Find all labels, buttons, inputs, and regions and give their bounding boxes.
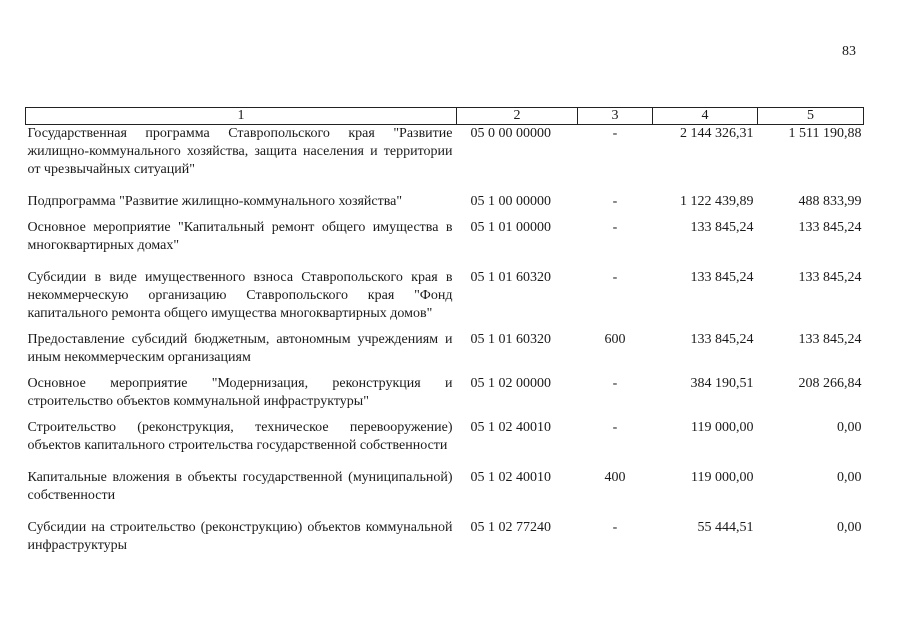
table-row — [26, 519, 864, 559]
table-row — [26, 269, 864, 331]
row-vr: 400 — [604, 470, 626, 485]
row-name: Государственная программа Ставропольского края "Развитие жилищно-коммунального хозяйства, защита населения и территории от чрезвычайных ситуаций" — [27, 126, 453, 177]
row-amount-2: 208 266,84 — [798, 376, 862, 391]
row-vr: - — [612, 194, 618, 209]
row-name: Субсидии в виде имущественного взноса Ставропольского края в некоммерческую организацию Ставропольского края "Фонд капитального ремонта общего имущества многоквартирных домов" — [27, 270, 453, 321]
row-name: Основное мероприятие "Модернизация, реконструкция и строительство объектов коммунальной инфраструктуры" — [27, 376, 453, 409]
table-row — [26, 419, 864, 469]
row-vr: - — [612, 220, 618, 235]
row-vr: - — [612, 520, 618, 535]
row-amount-2: 133 845,24 — [798, 220, 862, 235]
row-code: 05 1 02 40010 — [470, 470, 551, 485]
table-row — [26, 125, 864, 194]
row-name: Подпрограмма "Развитие жилищно-коммунального хозяйства" — [27, 194, 403, 209]
row-name: Строительство (реконструкция, техническое перевооружение) объектов капитального строительства государственной собственности — [27, 420, 453, 453]
row-name: Капитальные вложения в объекты государственной (муниципальной) собственности — [27, 470, 453, 503]
row-name: Субсидии на строительство (реконструкцию) объектов коммунальной инфраструктуры — [27, 520, 453, 553]
table-row — [26, 193, 864, 219]
row-code: 05 1 01 60320 — [470, 270, 551, 285]
row-amount-2: 1 511 190,88 — [788, 126, 862, 141]
row-amount-2: 133 845,24 — [798, 332, 862, 347]
header-row — [26, 108, 864, 125]
table-row — [26, 469, 864, 519]
row-code: 05 1 00 00000 — [470, 194, 551, 209]
row-amount-2: 488 833,99 — [798, 194, 862, 209]
row-vr: - — [612, 376, 618, 391]
column-header-name: 1 — [26, 108, 457, 125]
row-amount-1: 2 144 326,31 — [680, 126, 754, 141]
budget-table — [25, 107, 864, 559]
row-amount-2: 0,00 — [837, 520, 862, 535]
row-amount-2: 0,00 — [837, 420, 862, 435]
column-header-amount-1: 4 — [653, 108, 758, 125]
row-amount-1: 384 190,51 — [690, 376, 754, 391]
column-header-amount-2: 5 — [758, 108, 864, 125]
row-code: 05 0 00 00000 — [470, 126, 551, 141]
row-vr: 600 — [604, 332, 626, 347]
row-amount-2: 133 845,24 — [798, 270, 862, 285]
row-name: Предоставление субсидий бюджетным, автономным учреждениям и иным некоммерческим организациям — [27, 332, 453, 365]
row-vr: - — [612, 270, 618, 285]
row-amount-1: 119 000,00 — [691, 420, 754, 435]
row-amount-2: 0,00 — [837, 470, 862, 485]
row-amount-1: 133 845,24 — [690, 270, 754, 285]
row-code: 05 1 02 77240 — [470, 520, 551, 535]
column-header-code: 2 — [457, 108, 578, 125]
column-header-vr: 3 — [578, 108, 653, 125]
row-amount-1: 119 000,00 — [691, 470, 754, 485]
row-code: 05 1 01 60320 — [470, 332, 551, 347]
row-amount-1: 55 444,51 — [697, 520, 754, 535]
table-row — [26, 219, 864, 269]
row-amount-1: 1 122 439,89 — [680, 194, 754, 209]
row-vr: - — [612, 420, 618, 435]
row-code: 05 1 02 40010 — [470, 420, 551, 435]
row-amount-1: 133 845,24 — [690, 220, 754, 235]
page-number: 83 — [842, 44, 856, 59]
table-row — [26, 331, 864, 375]
table-row — [26, 375, 864, 419]
row-code: 05 1 02 00000 — [470, 376, 551, 391]
row-name: Основное мероприятие "Капитальный ремонт общего имущества в многоквартирных домах" — [27, 220, 453, 253]
row-code: 05 1 01 00000 — [470, 220, 551, 235]
row-vr: - — [612, 126, 618, 141]
row-amount-1: 133 845,24 — [690, 332, 754, 347]
